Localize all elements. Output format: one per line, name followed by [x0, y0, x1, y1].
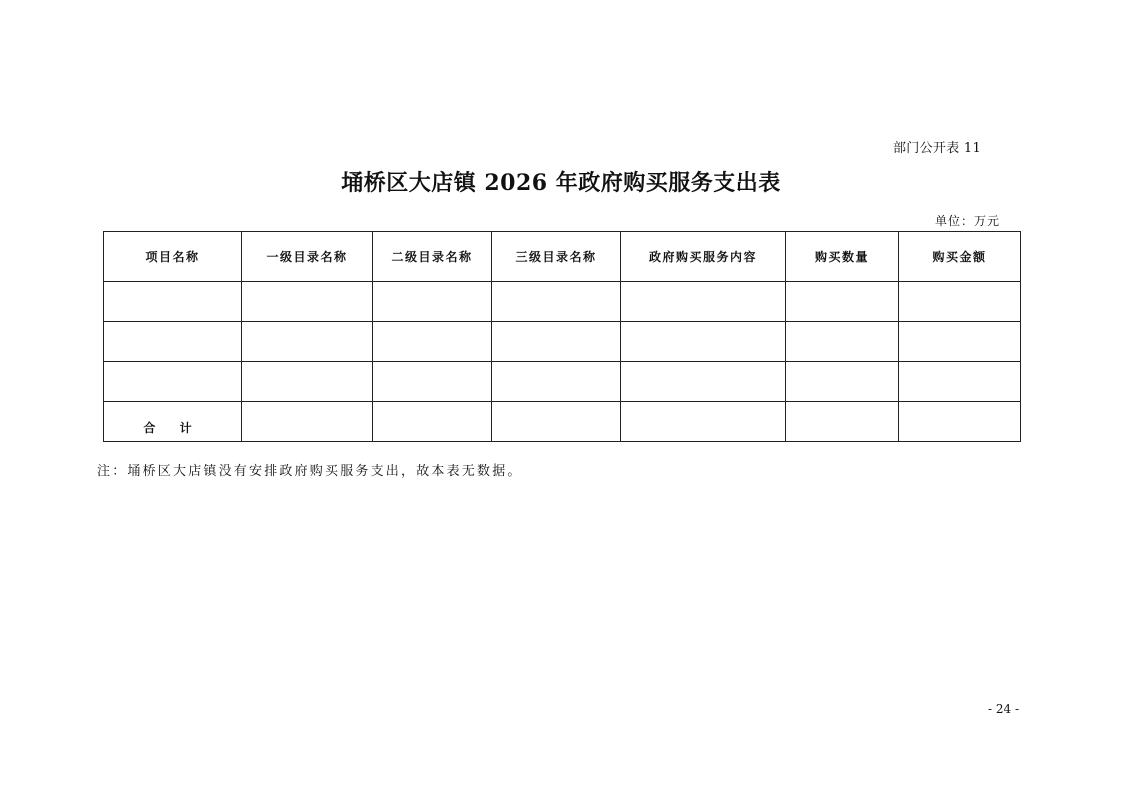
column-header-level3-category: 三级目录名称	[492, 232, 621, 282]
column-header-level2-category: 二级目录名称	[373, 232, 492, 282]
table-row	[104, 322, 1021, 362]
table-row	[104, 282, 1021, 322]
purchase-services-table	[103, 231, 1021, 442]
table-cell	[492, 362, 621, 402]
column-header-service-content: 政府购买服务内容	[621, 232, 786, 282]
table-cell	[786, 282, 899, 322]
total-row	[104, 402, 1021, 442]
column-header-quantity: 购买数量	[786, 232, 899, 282]
table-cell	[242, 282, 373, 322]
footnote: 注：埇桥区大店镇没有安排政府购买服务支出，故本表无数据。	[97, 464, 523, 479]
table-cell	[242, 362, 373, 402]
header-row	[104, 232, 1021, 282]
table-cell	[492, 282, 621, 322]
table-cell	[786, 362, 899, 402]
table-cell	[786, 402, 899, 442]
table-cell	[899, 282, 1021, 322]
table-cell	[373, 362, 492, 402]
table-id: 部门公开表 11	[893, 141, 982, 156]
table-cell	[242, 322, 373, 362]
table-cell	[242, 402, 373, 442]
column-header-level1-category: 一级目录名称	[242, 232, 373, 282]
column-header-amount: 购买金额	[899, 232, 1021, 282]
table-cell	[373, 282, 492, 322]
table-cell	[492, 402, 621, 442]
table-cell	[104, 362, 242, 402]
table-cell	[899, 322, 1021, 362]
page-number: - 24 -	[988, 702, 1020, 716]
total-label-cell	[104, 402, 242, 442]
table-cell	[621, 322, 786, 362]
table-cell	[492, 322, 621, 362]
table-cell	[373, 402, 492, 442]
page-title: 埇桥区大店镇 2026 年政府购买服务支出表	[341, 170, 781, 196]
table-cell	[899, 362, 1021, 402]
table-cell	[104, 322, 242, 362]
table-cell	[899, 402, 1021, 442]
table-row	[104, 362, 1021, 402]
table-cell	[621, 282, 786, 322]
total-label: 合 计	[143, 421, 202, 435]
table-cell	[104, 282, 242, 322]
table-cell	[621, 362, 786, 402]
column-header-project-name: 项目名称	[104, 232, 242, 282]
unit-label: 单位：万元	[935, 214, 1001, 228]
table-cell	[621, 402, 786, 442]
table-cell	[373, 322, 492, 362]
table-cell	[786, 322, 899, 362]
